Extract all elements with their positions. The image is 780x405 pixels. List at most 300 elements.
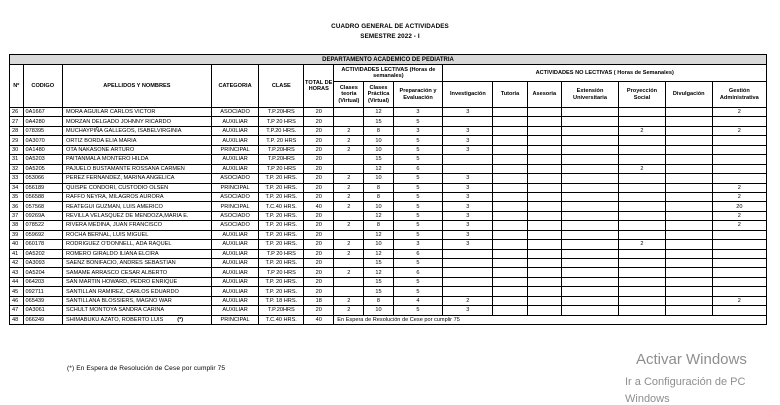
row-investigacion: 3 — [443, 136, 493, 145]
row-preparacion: 5 — [393, 192, 443, 201]
header-investigacion: Investigación — [443, 82, 493, 108]
row-category: AUXILIAR — [211, 268, 259, 277]
row-tutoria — [493, 211, 527, 220]
row-practica: 12 — [364, 164, 393, 173]
row-class: T.C.40 HRS. — [259, 202, 304, 211]
row-teoria: 2 — [334, 249, 364, 258]
row-divulgacion — [665, 211, 712, 220]
row-category: ASOCIADO — [211, 221, 259, 230]
row-investigacion — [443, 268, 493, 277]
row-preparacion: 5 — [393, 145, 443, 154]
header-class: CLASE — [259, 65, 304, 108]
row-asesoria — [527, 192, 561, 201]
header-gestion: Gestión Administrativa — [712, 82, 766, 108]
row-teoria: 2 — [334, 145, 364, 154]
row-investigacion: 3 — [443, 221, 493, 230]
row-class: T.P 20 HRS — [259, 249, 304, 258]
row-asesoria — [527, 117, 561, 126]
row-code: 09269A — [23, 211, 63, 220]
table-row — [10, 259, 767, 268]
row-tutoria — [493, 296, 527, 305]
row-preparacion: 6 — [393, 164, 443, 173]
row-total: 40 — [304, 202, 334, 211]
row-number: 42 — [10, 259, 24, 268]
row-total: 20 — [304, 117, 334, 126]
row-category: PRINCIPAL — [211, 145, 259, 154]
row-divulgacion — [665, 259, 712, 268]
row-investigacion — [443, 155, 493, 164]
row-teoria: 2 — [334, 268, 364, 277]
row-number: 44 — [10, 277, 24, 286]
row-practica: 10 — [364, 145, 393, 154]
row-code: 056588 — [23, 192, 63, 201]
row-name: SANTILLANA BLOSSIERS, MAGNO WAR — [63, 296, 212, 305]
header-divulgacion: Divulgación — [665, 82, 712, 108]
row-proyeccion — [619, 296, 666, 305]
row-class: T.P 20 HRS — [259, 268, 304, 277]
row-extension — [561, 145, 618, 154]
row-code: 0A3061 — [23, 306, 63, 315]
row-number: 28 — [10, 126, 24, 135]
row-divulgacion — [665, 108, 712, 117]
row-tutoria — [493, 259, 527, 268]
row-teoria: 2 — [334, 202, 364, 211]
header-practica: Clases Práctica (Virtual) — [364, 82, 393, 108]
row-gestion: 2 — [712, 211, 766, 220]
row-investigacion — [443, 287, 493, 296]
row-code: 059692 — [23, 230, 63, 239]
row-category: AUXILIAR — [211, 126, 259, 135]
row-divulgacion — [665, 277, 712, 286]
row-extension — [561, 249, 618, 258]
row-preparacion: 6 — [393, 268, 443, 277]
row-investigacion: 3 — [443, 108, 493, 117]
row-code: 065439 — [23, 296, 63, 305]
row-code: 066249 — [23, 315, 63, 324]
row-teoria — [334, 211, 364, 220]
row-class: T.P. 20 HRS. — [259, 211, 304, 220]
row-total: 20 — [304, 221, 334, 230]
row-class: T.P. 20 HRS. — [259, 259, 304, 268]
row-category: ASOCIADO — [211, 108, 259, 117]
row-preparacion: 5 — [393, 221, 443, 230]
row-practica: 12 — [364, 268, 393, 277]
row-preparacion: 5 — [393, 155, 443, 164]
row-extension — [561, 174, 618, 183]
row-proyeccion — [619, 287, 666, 296]
row-proyeccion — [619, 145, 666, 154]
row-number: 35 — [10, 192, 24, 201]
row-category: AUXILIAR — [211, 259, 259, 268]
row-class: T.P.20HRS — [259, 145, 304, 154]
row-category: ASOCIADO — [211, 211, 259, 220]
row-number: 32 — [10, 164, 24, 173]
row-teoria: 2 — [334, 136, 364, 145]
row-divulgacion — [665, 183, 712, 192]
table-row — [10, 296, 767, 305]
row-extension — [561, 230, 618, 239]
row-total: 20 — [304, 155, 334, 164]
row-practica: 10 — [364, 136, 393, 145]
row-name: REATEGUI GUZMAN, LUIS AMERICO — [63, 202, 212, 211]
row-extension — [561, 277, 618, 286]
row-name: SAN MARTIN HOWARD, PEDRO ENRIQUE — [63, 277, 212, 286]
row-class: T.P. 20 HRS. — [259, 230, 304, 239]
row-name: MUCHAYPIÑA GALLEGOS, ISABELVIRGINIA — [63, 126, 212, 135]
row-preparacion: 3 — [393, 126, 443, 135]
header-asesoria: Asesoria — [527, 82, 561, 108]
row-gestion: 2 — [712, 183, 766, 192]
row-gestion — [712, 174, 766, 183]
row-gestion: 2 — [712, 126, 766, 135]
row-practica: 8 — [364, 296, 393, 305]
page-title: CUADRO GENERAL DE ACTIVIDADES — [331, 23, 449, 30]
row-preparacion: 3 — [393, 108, 443, 117]
table-row — [10, 240, 767, 249]
header-no-lectivas-group: ACTIVIDADES NO LECTIVAS ( Horas de Semanales) — [443, 65, 767, 82]
row-asesoria — [527, 183, 561, 192]
row-tutoria — [493, 287, 527, 296]
row-gestion — [712, 155, 766, 164]
row-proyeccion — [619, 221, 666, 230]
row-asesoria — [527, 136, 561, 145]
row-tutoria — [493, 155, 527, 164]
row-asesoria — [527, 211, 561, 220]
row-divulgacion — [665, 268, 712, 277]
row-code: 0A3070 — [23, 136, 63, 145]
row-investigacion: 3 — [443, 240, 493, 249]
row-name: PAJUELO BUSTAMANTE ROSSANA CARMEN — [63, 164, 212, 173]
row-code: 053066 — [23, 174, 63, 183]
row-divulgacion — [665, 202, 712, 211]
row-class: T.P. 20 HRS. — [259, 183, 304, 192]
row-asesoria — [527, 108, 561, 117]
row-divulgacion — [665, 230, 712, 239]
row-asesoria — [527, 296, 561, 305]
row-preparacion: 5 — [393, 136, 443, 145]
row-preparacion: 5 — [393, 230, 443, 239]
row-category: PRINCIPAL — [211, 202, 259, 211]
row-tutoria — [493, 164, 527, 173]
row-number: 33 — [10, 174, 24, 183]
row-teoria — [334, 259, 364, 268]
row-investigacion — [443, 117, 493, 126]
row-teoria — [334, 164, 364, 173]
row-code: 092711 — [23, 287, 63, 296]
row-asesoria — [527, 126, 561, 135]
row-proyeccion — [619, 230, 666, 239]
row-extension — [561, 192, 618, 201]
row-divulgacion — [665, 221, 712, 230]
row-practica: 10 — [364, 202, 393, 211]
row-name: PAITANMALA MONTERO HILDA — [63, 155, 212, 164]
row-total: 20 — [304, 240, 334, 249]
row-class: T.P 20 HRS — [259, 117, 304, 126]
row-preparacion: 5 — [393, 174, 443, 183]
row-teoria — [334, 287, 364, 296]
row-divulgacion — [665, 174, 712, 183]
row-investigacion: 3 — [443, 306, 493, 315]
row-preparacion: 4 — [393, 296, 443, 305]
department-header: DEPARTAMENTO ACADEMICO DE PEDIATRIA — [10, 55, 767, 65]
row-divulgacion — [665, 126, 712, 135]
row-name: MORZAN DELGADO JOHNNY RICARDO — [63, 117, 212, 126]
row-class: T.P.20HRS — [259, 306, 304, 315]
row-class: T.P. 20 HRS. — [259, 221, 304, 230]
row-name: SCHULT MONTOYA SANDRA CARINA — [63, 306, 212, 315]
row-proyeccion — [619, 174, 666, 183]
row-practica: 12 — [364, 211, 393, 220]
table-row — [10, 183, 767, 192]
row-investigacion: 3 — [443, 230, 493, 239]
row-preparacion: 6 — [393, 249, 443, 258]
row-class: T.P. 20 HRS. — [259, 174, 304, 183]
row-teoria — [334, 230, 364, 239]
row-class: T.P 20 HRS — [259, 164, 304, 173]
row-gestion — [712, 136, 766, 145]
row-practica: 15 — [364, 277, 393, 286]
row-asesoria — [527, 145, 561, 154]
row-extension — [561, 126, 618, 135]
table-row — [10, 230, 767, 239]
row-teoria: 2 — [334, 221, 364, 230]
header-code: CODIGO — [23, 65, 63, 108]
row-preparacion: 3 — [393, 240, 443, 249]
header-num: Nº — [10, 65, 24, 108]
row-preparacion: 5 — [393, 277, 443, 286]
row-number: 29 — [10, 136, 24, 145]
row-proyeccion — [619, 211, 666, 220]
row-proyeccion — [619, 136, 666, 145]
row-gestion — [712, 230, 766, 239]
row-proyeccion — [619, 249, 666, 258]
row-class: T.C.40 HRS. — [259, 315, 304, 324]
row-tutoria — [493, 108, 527, 117]
row-number: 26 — [10, 108, 24, 117]
row-total: 20 — [304, 174, 334, 183]
row-total: 20 — [304, 230, 334, 239]
row-category: AUXILIAR — [211, 164, 259, 173]
row-practica: 12 — [364, 108, 393, 117]
row-proyeccion — [619, 202, 666, 211]
row-divulgacion — [665, 155, 712, 164]
row-number: 37 — [10, 211, 24, 220]
row-gestion — [712, 306, 766, 315]
row-tutoria — [493, 202, 527, 211]
activation-watermark-hint-2: Windows — [625, 393, 670, 405]
row-proyeccion — [619, 259, 666, 268]
row-asesoria — [527, 240, 561, 249]
row-practica: 10 — [364, 306, 393, 315]
row-preparacion: 5 — [393, 259, 443, 268]
row-divulgacion — [665, 145, 712, 154]
row-total: 20 — [304, 126, 334, 135]
row-code: 064203 — [23, 277, 63, 286]
row-proyeccion — [619, 183, 666, 192]
row-tutoria — [493, 277, 527, 286]
row-tutoria — [493, 221, 527, 230]
row-total: 20 — [304, 192, 334, 201]
row-practica: 10 — [364, 174, 393, 183]
row-category: ASOCIADO — [211, 192, 259, 201]
row-asesoria — [527, 174, 561, 183]
row-category: PRINCIPAL — [211, 315, 259, 324]
row-number: 31 — [10, 155, 24, 164]
row-proyeccion — [619, 155, 666, 164]
header-lectivas-group: ACTIVIDADES LECTIVAS (Horas de semanales) — [334, 65, 443, 82]
row-number: 46 — [10, 296, 24, 305]
header-preparacion: Preparación y Evaluación — [393, 82, 443, 108]
row-name: REVILLA VELASQUEZ DE MENDOZA,MARIA E. — [63, 211, 212, 220]
row-divulgacion — [665, 287, 712, 296]
row-proyeccion — [619, 306, 666, 315]
row-gestion — [712, 287, 766, 296]
row-total: 20 — [304, 145, 334, 154]
row-gestion: 2 — [712, 296, 766, 305]
row-teoria: 2 — [334, 192, 364, 201]
row-extension — [561, 211, 618, 220]
row-investigacion — [443, 249, 493, 258]
row-proyeccion — [619, 268, 666, 277]
row-divulgacion — [665, 117, 712, 126]
row-category: AUXILIAR — [211, 306, 259, 315]
row-name-text: SHIMABUKU AZATO, ROBERTO LUIS — [66, 316, 164, 323]
row-code: 0A1480 — [23, 145, 63, 154]
row-number: 45 — [10, 287, 24, 296]
row-total: 20 — [304, 259, 334, 268]
table-row — [10, 315, 767, 324]
table-row — [10, 221, 767, 230]
header-category: CATEGORIA — [211, 65, 259, 108]
row-class: T.P.20HRS — [259, 108, 304, 117]
row-divulgacion — [665, 240, 712, 249]
row-investigacion: 3 — [443, 211, 493, 220]
table-row — [10, 268, 767, 277]
row-class: T.P. 20 HRS — [259, 136, 304, 145]
row-tutoria — [493, 268, 527, 277]
row-number: 40 — [10, 240, 24, 249]
row-total: 18 — [304, 296, 334, 305]
row-code: 0A5203 — [23, 155, 63, 164]
row-practica: 10 — [364, 240, 393, 249]
row-gestion — [712, 268, 766, 277]
row-number: 30 — [10, 145, 24, 154]
row-number: 34 — [10, 183, 24, 192]
row-class: T.P. 20 HRS. — [259, 287, 304, 296]
row-category: AUXILIAR — [211, 136, 259, 145]
row-tutoria — [493, 249, 527, 258]
row-category: AUXILIAR — [211, 249, 259, 258]
row-category: AUXILIAR — [211, 240, 259, 249]
table-row — [10, 126, 767, 135]
row-total: 20 — [304, 108, 334, 117]
row-teoria: 2 — [334, 240, 364, 249]
row-name: QUISPE CONDORI, CUSTODIO OLSEN — [63, 183, 212, 192]
row-class: T.P. 20 HRS. — [259, 192, 304, 201]
row-investigacion — [443, 277, 493, 286]
row-teoria: 2 — [334, 296, 364, 305]
row-name: PEREZ FERNANDEZ, MARINA ANGELICA — [63, 174, 212, 183]
row-practica: 12 — [364, 249, 393, 258]
header-total: TOTAL DE HORAS — [304, 65, 334, 108]
row-teoria: 2 — [334, 126, 364, 135]
row-class: T.P.20HRS — [259, 155, 304, 164]
row-divulgacion — [665, 296, 712, 305]
row-teoria: 2 — [334, 306, 364, 315]
row-category: AUXILIAR — [211, 277, 259, 286]
row-name: ROCHA BERNAL, LUIS MIGUEL — [63, 230, 212, 239]
row-preparacion: 5 — [393, 306, 443, 315]
row-practica: 15 — [364, 259, 393, 268]
row-total: 20 — [304, 287, 334, 296]
row-investigacion — [443, 164, 493, 173]
row-gestion: 20 — [712, 202, 766, 211]
table-row — [10, 136, 767, 145]
row-extension — [561, 306, 618, 315]
row-name: ROMERO GIRALDO ILIANA ELCIRA — [63, 249, 212, 258]
row-name: RODRIGUEZ O'DONNELL, ADA RAQUEL — [63, 240, 212, 249]
row-asesoria — [527, 306, 561, 315]
row-code: 056189 — [23, 183, 63, 192]
row-extension — [561, 136, 618, 145]
row-name: OTA NAKASONE ARTURO — [63, 145, 212, 154]
header-teoria: Clases teoria (Virtual) — [334, 82, 364, 108]
row-proyeccion — [619, 108, 666, 117]
row-extension — [561, 155, 618, 164]
row-investigacion: 3 — [443, 202, 493, 211]
row-asesoria — [527, 164, 561, 173]
row-total: 20 — [304, 277, 334, 286]
row-tutoria — [493, 145, 527, 154]
row-code: 078395 — [23, 126, 63, 135]
row-proyeccion — [619, 277, 666, 286]
row-gestion — [712, 117, 766, 126]
row-extension — [561, 202, 618, 211]
row-divulgacion — [665, 306, 712, 315]
row-code: 0A5202 — [23, 249, 63, 258]
row-investigacion: 2 — [443, 296, 493, 305]
row-code: 060178 — [23, 240, 63, 249]
header-name: APELLIDOS Y NOMBRES — [63, 65, 212, 108]
table-row — [10, 164, 767, 173]
row-proyeccion: 2 — [619, 240, 666, 249]
row-asesoria — [527, 287, 561, 296]
row-investigacion — [443, 259, 493, 268]
row-investigacion: 3 — [443, 145, 493, 154]
row-extension — [561, 183, 618, 192]
row-teoria — [334, 277, 364, 286]
row-extension — [561, 221, 618, 230]
row-teoria — [334, 155, 364, 164]
row-tutoria — [493, 240, 527, 249]
row-category: PRINCIPAL — [211, 183, 259, 192]
row-category: AUXILIAR — [211, 296, 259, 305]
table-row — [10, 117, 767, 126]
row-category: ASOCIADO — [211, 174, 259, 183]
row-extension — [561, 108, 618, 117]
row-number: 38 — [10, 221, 24, 230]
row-number: 47 — [10, 306, 24, 315]
row-asesoria — [527, 268, 561, 277]
row-proyeccion — [619, 117, 666, 126]
row-practica: 15 — [364, 155, 393, 164]
table-row — [10, 277, 767, 286]
row-gestion: 2 — [712, 221, 766, 230]
row-category: AUXILIAR — [211, 230, 259, 239]
row-extension — [561, 240, 618, 249]
activation-watermark-hint: Ir a Configuración de PC — [625, 376, 746, 388]
row-divulgacion — [665, 249, 712, 258]
